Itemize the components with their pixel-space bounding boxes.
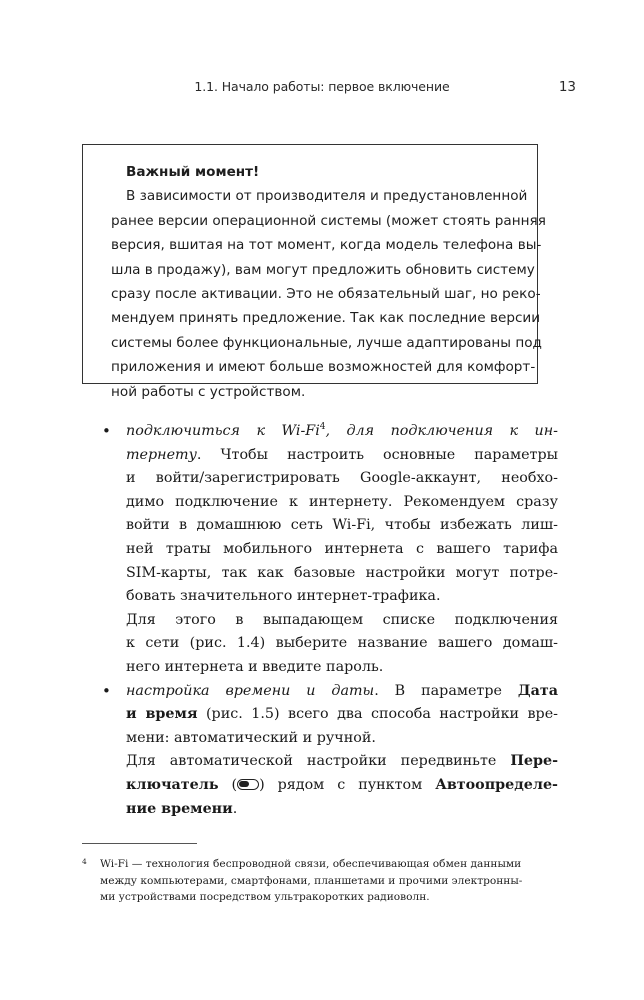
wifi-term: подключиться к Wi-Fi — [126, 423, 320, 439]
footnote-line: ми устройствами посредством ультракоротких радиоволн. — [100, 891, 430, 904]
toggle-switch-icon — [237, 779, 259, 790]
footnote — [82, 856, 552, 906]
note-line: приложения и имеют больше возможностей для комфорт- — [111, 359, 536, 376]
text-line: SIM-карты, так как базовые настройки могут потре- — [126, 564, 558, 581]
note-line: версия, вшитая на тот момент, когда модель телефона вы- — [111, 237, 542, 254]
text-line: димо подключение к интернету. Рекомендуем сразу — [126, 493, 558, 510]
running-title: 1.1. Начало работы: первое включение — [194, 79, 450, 94]
footnote-ref[interactable]: 4 — [319, 422, 326, 433]
text-line: мени: автоматический и ручной. — [126, 729, 376, 746]
bold-term: ключатель — [126, 776, 219, 793]
text-line — [126, 444, 558, 468]
text-line — [126, 750, 558, 774]
text-line — [126, 420, 558, 444]
text-line — [126, 774, 558, 798]
note-line: мендуем принять предложение. Так как последние версии — [111, 310, 541, 327]
text-line — [126, 798, 558, 822]
text-run: ) рядом с пунктом — [259, 776, 436, 793]
italic-text: настройка времени и даты — [126, 682, 375, 699]
text-line: бовать значительного интернет-трафика. — [126, 588, 441, 605]
text-line: и войти/зарегистрировать Google-аккаунт, необхо- — [126, 470, 558, 487]
note-line: системы более функциональные, лучше адаптированы под — [111, 334, 542, 351]
bullet-item-wifi — [98, 420, 558, 680]
bold-term: Автоопределе- — [435, 776, 558, 793]
footnote-text — [82, 856, 552, 906]
text-line — [126, 703, 558, 727]
footnote-rule — [82, 843, 197, 844]
bullet-item-time — [98, 680, 558, 822]
bold-term: Пере- — [510, 753, 558, 770]
bold-term: ние времени — [126, 800, 233, 817]
text-line: него интернета и введите пароль. — [126, 658, 384, 675]
bullet-marker: • — [102, 681, 111, 700]
bold-term: и время — [126, 706, 198, 723]
text-line: к сети (рис. 1.4) выберите название вашего домаш- — [126, 635, 558, 652]
body-text — [98, 420, 558, 821]
bullet-marker: • — [102, 422, 111, 440]
important-note-box — [82, 144, 546, 400]
text-run: . — [232, 800, 238, 817]
bold-term: Дата — [517, 682, 558, 699]
text-run: (рис. 1.5) всего два способа настройки вре- — [197, 706, 558, 723]
text-run: Для автоматической настройки передвиньте — [126, 753, 511, 770]
footnote-marker: 4 — [82, 857, 87, 866]
footnote-line: между компьютерами, смартфонами, планшетами и прочими электронны- — [100, 874, 523, 887]
footnote-line: Wi-Fi — технология беспроводной связи, обеспечивающая обмен данными — [100, 858, 522, 870]
note-line: сразу после активации. Это не обязательный шаг, но реко- — [111, 286, 541, 303]
text-run: . В параметре — [374, 682, 518, 699]
text-line — [126, 680, 558, 704]
italic-text: тернету — [126, 446, 197, 463]
text-line: Для этого в выпадающем списке подключения — [126, 611, 558, 628]
note-line: ранее версии операционной системы (может стоять ранняя — [111, 212, 546, 229]
note-line: ной работы с устройством. — [111, 383, 306, 400]
note-title: Важный момент! — [126, 164, 260, 180]
text-run: . Чтобы настроить основные параметры — [196, 446, 558, 463]
note-line: шла в продажу), вам могут предложить обновить систему — [111, 261, 535, 278]
page-number: 13 — [558, 79, 576, 95]
text-run: ( — [218, 776, 238, 793]
note-line: В зависимости от производителя и предустановленной — [126, 188, 528, 205]
text-line: ней траты мобильного интернета с вашего тарифа — [126, 540, 558, 557]
text-line: войти в домашнюю сеть Wi-Fi, чтобы избежать лиш- — [126, 517, 558, 534]
running-header — [0, 79, 644, 99]
italic-text: , для подключения к ин- — [325, 423, 558, 439]
